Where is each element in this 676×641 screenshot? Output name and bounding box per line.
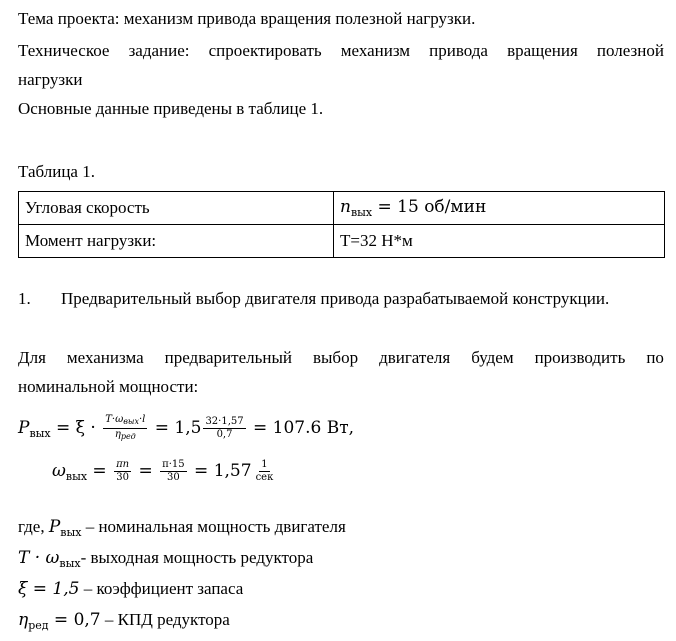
num-tail: ·l [138,414,146,425]
task-word: вращения [507,41,578,60]
task-line [18,40,664,62]
operator: = 1,5 [149,418,202,438]
task-word: привода [429,41,488,60]
table-cell-value [334,192,665,225]
subscript: вых [123,417,139,426]
symbol: ξ = 1,5 [18,579,80,599]
data-reference: Основные данные приведены в таблице 1. [18,99,324,118]
operator: = [87,461,113,481]
para-word: производить [534,348,626,367]
formula-omega [52,453,277,495]
parameters-table [18,191,665,258]
fraction-denominator: 30 [116,472,129,483]
symbol: P [18,418,30,438]
symbol: T · ω [18,548,60,568]
task-word: спроектировать [208,41,322,60]
table-cell-label: Угловая скорость [19,192,334,225]
fraction-numerator: 32·1,57 [205,416,244,427]
def-text: – коэффициент запаса [79,579,244,598]
fraction [114,459,131,484]
symbol: ω [52,461,66,481]
def-text: – КПД редуктора [100,610,230,629]
para-word: предварительный [164,348,292,367]
def-eq: = 0,7 [48,610,101,630]
value-text: = 15 об/мин [372,197,487,217]
definition-line [18,547,313,575]
table-row [19,225,665,258]
fraction-denominator: 0,7 [216,429,233,440]
para-word: двигателя [379,348,451,367]
table-cell-value: T=32 Н*м [334,225,665,258]
subscript: вых [350,206,373,219]
subscript: вых [29,427,51,440]
fraction [254,459,276,484]
section-number: 1. [18,289,31,308]
symbol: n [340,197,351,217]
subscript: вых [65,470,88,483]
operator: = ξ · [50,418,96,438]
definition-line [18,609,230,637]
num-text: T·ω [105,414,124,425]
para-line [18,347,664,369]
para-word: будем [471,348,514,367]
table-caption: Таблица 1. [18,162,95,181]
para-word: Для [18,348,46,367]
fraction-numerator: πn [116,459,130,470]
def-text: – номинальная мощность двигателя [81,517,346,536]
symbol: P [48,517,61,537]
formula-power [18,410,354,452]
para-word: по [646,348,664,367]
fraction-denominator: 30 [167,472,180,483]
fraction-denominator [113,429,138,443]
subscript: ред [28,619,49,632]
section-title: Предварительный выбор двигателя привода разрабатываемой конструкции. [61,289,610,308]
fraction-denominator: сек [255,472,274,483]
para-word: выбор [312,348,359,367]
fraction [160,459,186,484]
task-word: механизм [340,41,411,60]
section-heading [18,288,609,310]
den-text: η [114,429,121,440]
table-cell-label: Момент нагрузки: [19,225,334,258]
fraction [103,414,147,443]
topic-line: Тема проекта: механизм привода вращения полезной нагрузки. [18,9,476,28]
para-word: механизма [66,348,144,367]
fraction [203,416,245,441]
subscript: вых [59,557,81,570]
task-word: полезной [596,41,664,60]
subscript: вых [60,526,82,539]
task-word: Техническое [18,41,110,60]
def-prefix: где, [18,517,49,536]
operator: = 1,57 [188,461,252,481]
definition-line [18,578,243,600]
result: = 107.6 Вт, [247,418,355,438]
fraction-numerator [103,414,147,429]
task-word: задание: [128,41,190,60]
para-line-end: номинальной мощности: [18,377,199,396]
symbol: η [18,610,29,630]
def-text: - выходная мощность редуктора [80,548,314,567]
definition-line [18,516,346,544]
subscript: ред [120,432,136,441]
task-line-end: нагрузки [18,70,83,89]
table-row [19,192,665,225]
fraction-numerator: 1 [261,459,268,470]
operator: = [133,461,159,481]
fraction-numerator: π·15 [162,459,185,470]
